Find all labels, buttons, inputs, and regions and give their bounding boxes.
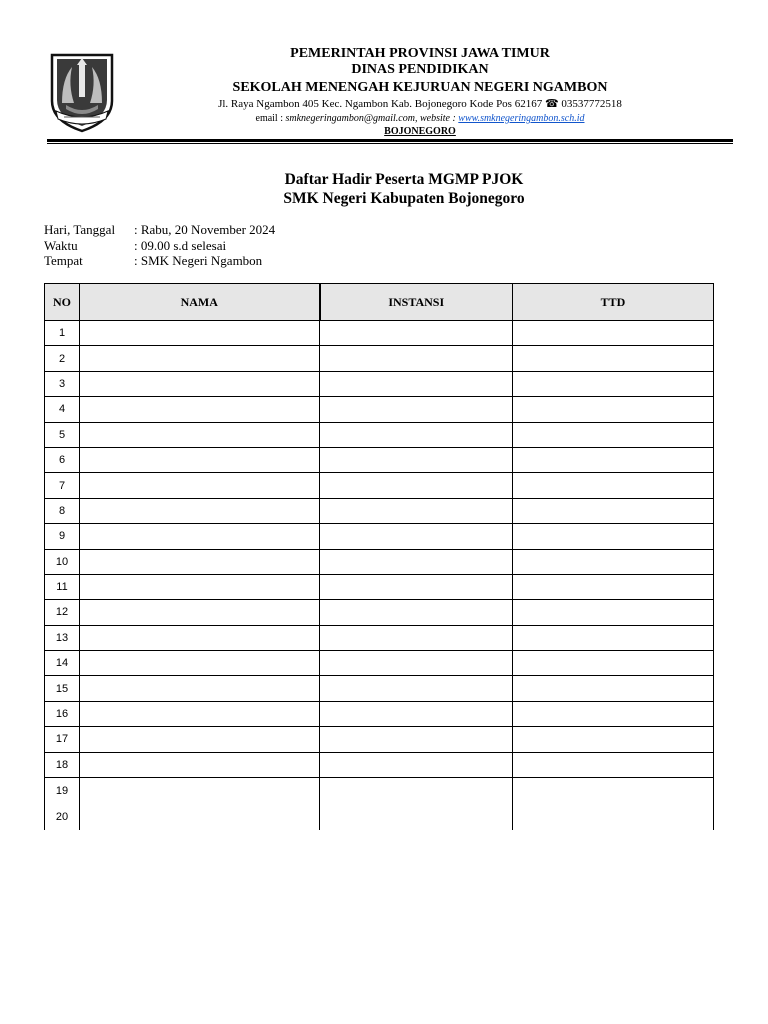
email-label: email : (255, 113, 286, 124)
document-title (0, 170, 768, 208)
ttd-cell[interactable] (513, 549, 714, 574)
table-row (45, 346, 714, 371)
instansi-cell[interactable] (320, 371, 513, 396)
table-row (45, 625, 714, 650)
row-number-label: 20 (55, 811, 69, 824)
instansi-cell[interactable] (320, 422, 513, 447)
ttd-cell[interactable] (513, 574, 714, 599)
nama-cell[interactable] (80, 422, 320, 447)
letterhead-divider-thick (47, 139, 733, 142)
ttd-cell[interactable] (513, 524, 714, 549)
instansi-cell[interactable] (320, 574, 513, 599)
info-value: : Rabu, 20 November 2024 (134, 222, 276, 237)
info-row (44, 238, 275, 254)
row-number-label: 19 (55, 785, 69, 798)
nama-cell[interactable] (80, 397, 320, 422)
table-row (45, 701, 714, 726)
nama-cell[interactable] (80, 625, 320, 650)
ttd-cell[interactable] (513, 778, 714, 831)
nama-cell[interactable] (80, 574, 320, 599)
title-line-2: SMK Negeri Kabupaten Bojonegoro (283, 190, 525, 207)
column-header-no: NO (45, 284, 80, 321)
east-java-emblem-logo (48, 49, 116, 133)
ttd-cell[interactable] (513, 422, 714, 447)
table-row (45, 422, 714, 447)
row-number: 17 (45, 727, 80, 752)
nama-cell[interactable] (80, 600, 320, 625)
table-row (45, 778, 714, 831)
nama-cell[interactable] (80, 778, 320, 831)
event-info (44, 222, 275, 269)
instansi-cell[interactable] (320, 473, 513, 498)
row-number: 16 (45, 701, 80, 726)
instansi-cell[interactable] (320, 625, 513, 650)
column-header-nama: NAMA (80, 284, 320, 321)
ttd-cell[interactable] (513, 752, 714, 777)
instansi-cell[interactable] (320, 549, 513, 574)
instansi-cell[interactable] (320, 727, 513, 752)
nama-cell[interactable] (80, 371, 320, 396)
row-number: 11 (45, 574, 80, 599)
instansi-cell[interactable] (320, 651, 513, 676)
letterhead (140, 45, 700, 138)
instansi-cell[interactable] (320, 600, 513, 625)
info-row (44, 253, 275, 269)
nama-cell[interactable] (80, 701, 320, 726)
row-number: 1 (45, 321, 80, 346)
ttd-cell[interactable] (513, 625, 714, 650)
column-header-ttd: TTD (513, 284, 714, 321)
nama-cell[interactable] (80, 651, 320, 676)
nama-cell[interactable] (80, 447, 320, 472)
nama-cell[interactable] (80, 676, 320, 701)
row-number: 4 (45, 397, 80, 422)
ttd-cell[interactable] (513, 727, 714, 752)
instansi-cell[interactable] (320, 778, 513, 831)
letterhead-address: Jl. Raya Ngambon 405 Kec. Ngambon Kab. Bojonegoro Kode Pos 62167 ☎ 03537772518 (218, 98, 622, 110)
instansi-cell[interactable] (320, 447, 513, 472)
row-number: 7 (45, 473, 80, 498)
info-label: Hari, Tanggal (44, 222, 116, 237)
letterhead-contact (140, 112, 700, 125)
instansi-cell[interactable] (320, 524, 513, 549)
ttd-cell[interactable] (513, 473, 714, 498)
table-row (45, 524, 714, 549)
table-row (45, 549, 714, 574)
ttd-cell[interactable] (513, 371, 714, 396)
ttd-cell[interactable] (513, 676, 714, 701)
instansi-cell[interactable] (320, 701, 513, 726)
row-number: 5 (45, 422, 80, 447)
ttd-cell[interactable] (513, 447, 714, 472)
row-number: 8 (45, 498, 80, 523)
table-row (45, 371, 714, 396)
row-number: 10 (45, 549, 80, 574)
table-row (45, 498, 714, 523)
letterhead-divider-thin (47, 143, 733, 144)
nama-cell[interactable] (80, 524, 320, 549)
letterhead-city: BOJONEGORO (384, 126, 456, 137)
ttd-cell[interactable] (513, 651, 714, 676)
ttd-cell[interactable] (513, 701, 714, 726)
instansi-cell[interactable] (320, 498, 513, 523)
table-row (45, 473, 714, 498)
instansi-cell[interactable] (320, 676, 513, 701)
row-number: 3 (45, 371, 80, 396)
row-number: 2 (45, 346, 80, 371)
letterhead-line-2: DINAS PENDIDIKAN (351, 62, 489, 77)
info-value: : SMK Negeri Ngambon (134, 253, 263, 268)
ttd-cell[interactable] (513, 346, 714, 371)
instansi-cell[interactable] (320, 397, 513, 422)
ttd-cell[interactable] (513, 397, 714, 422)
ttd-cell[interactable] (513, 498, 714, 523)
table-row (45, 727, 714, 752)
table-row (45, 651, 714, 676)
row-number: 14 (45, 651, 80, 676)
title-line-1: Daftar Hadir Peserta MGMP PJOK (284, 171, 524, 188)
table-row (45, 321, 714, 346)
letterhead-line-3: SEKOLAH MENENGAH KEJURUAN NEGERI NGAMBON (232, 80, 608, 95)
website-link[interactable]: www.smknegeringambon.sch.id (458, 113, 585, 124)
nama-cell[interactable] (80, 346, 320, 371)
nama-cell[interactable] (80, 473, 320, 498)
row-number: 15 (45, 676, 80, 701)
nama-cell[interactable] (80, 498, 320, 523)
row-number: 6 (45, 447, 80, 472)
letterhead-line-1: PEMERINTAH PROVINSI JAWA TIMUR (290, 46, 550, 61)
row-number: 9 (45, 524, 80, 549)
table-header-row (45, 284, 714, 321)
table-row (45, 397, 714, 422)
attendance-table (44, 283, 714, 830)
table-row (45, 676, 714, 701)
nama-cell[interactable] (80, 549, 320, 574)
instansi-cell[interactable] (320, 321, 513, 346)
table-row (45, 600, 714, 625)
nama-cell[interactable] (80, 727, 320, 752)
row-number (45, 778, 80, 831)
nama-cell[interactable] (80, 752, 320, 777)
instansi-cell[interactable] (320, 752, 513, 777)
table-row (45, 447, 714, 472)
nama-cell[interactable] (80, 321, 320, 346)
ttd-cell[interactable] (513, 321, 714, 346)
row-number: 12 (45, 600, 80, 625)
table-row (45, 574, 714, 599)
row-number: 13 (45, 625, 80, 650)
column-header-instansi: INSTANSI (320, 284, 513, 321)
table-row (45, 752, 714, 777)
info-label: Waktu (44, 237, 78, 253)
row-number: 18 (45, 752, 80, 777)
instansi-cell[interactable] (320, 346, 513, 371)
ttd-cell[interactable] (513, 600, 714, 625)
website-label: , website : (414, 113, 459, 124)
info-label: Tempat (44, 253, 83, 268)
email-text: smknegeringambon@gmail.com (285, 113, 415, 124)
info-row (44, 222, 275, 238)
info-value: : 09.00 s.d selesai (134, 237, 227, 253)
